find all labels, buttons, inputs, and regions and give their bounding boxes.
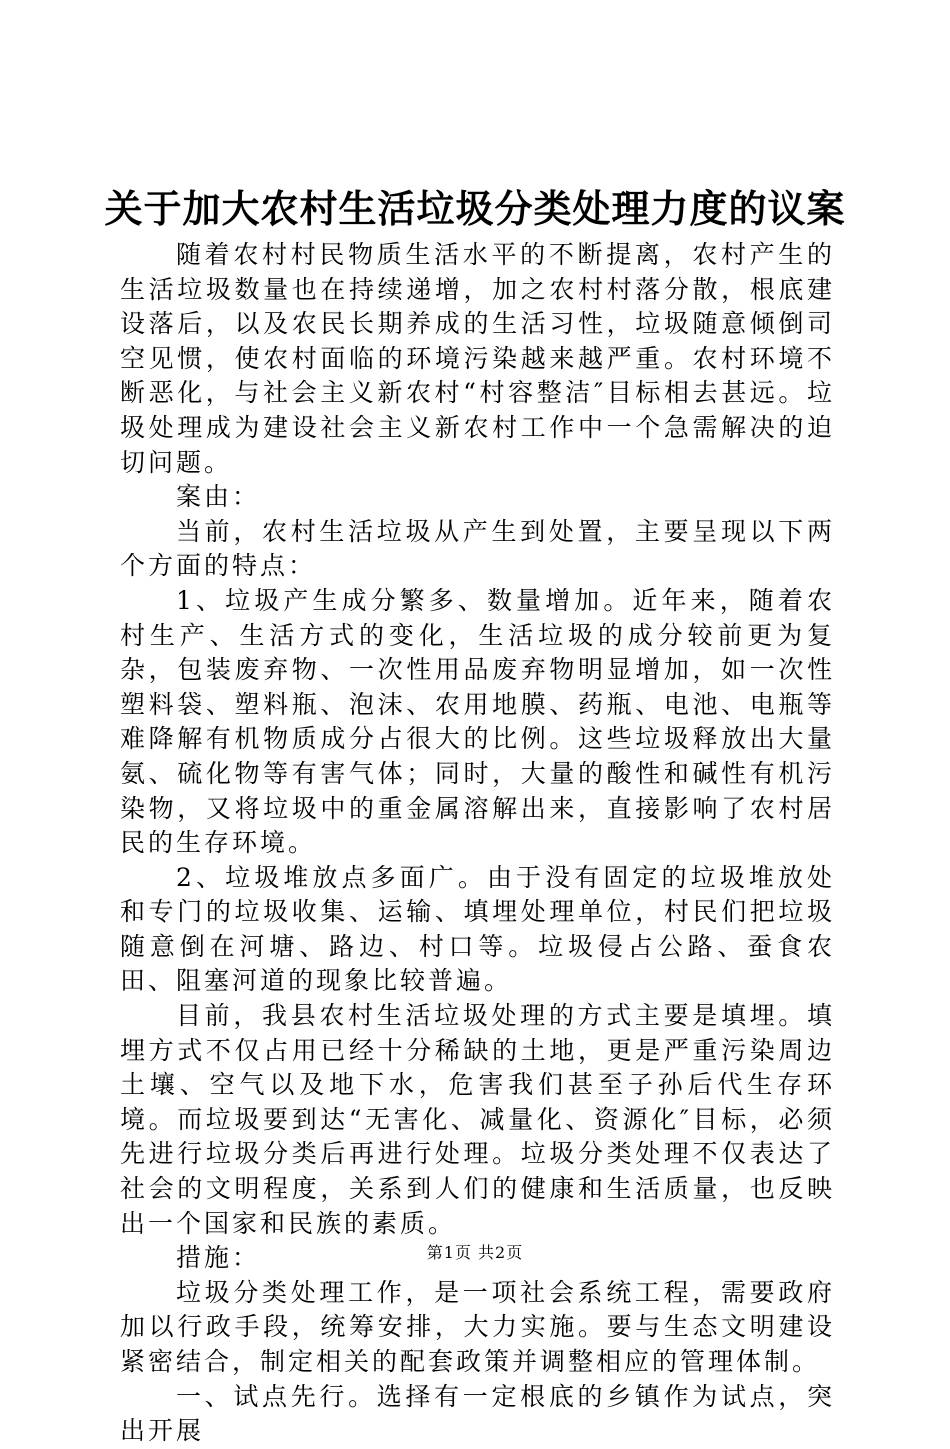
paragraph-point-1: 1、垃圾产生成分繁多、数量增加。近年来，随着农村生产、生活方式的变化，生活垃圾的成分较前更为复杂，包装废弃物、一次性用品废弃物明显增加，如一次性塑料袋、塑料瓶、泡沫、农用地膜、药瓶、电池、电瓶等难降解有机物质成分占很大的比例。这些垃圾释放出大量氨、硫化物等有害气体；同时，大量的酸性和碱性有机污染物，又将垃圾中的重金属溶解出来，直接影响了农村居民的生存环境。	[120, 585, 835, 858]
paragraph-current-status: 当前，农村生活垃圾从产生到处置，主要呈现以下两个方面的特点：	[120, 516, 835, 581]
paragraph-case-heading: 案由：	[176, 482, 261, 512]
document-body	[120, 238, 835, 1449]
document-title: 关于加大农村生活垃圾分类处理力度的议案	[104, 186, 846, 231]
page-footer: 第1页 共2页	[426, 1243, 524, 1262]
paragraph-present-method: 目前，我县农村生活垃圾处理的方式主要是填埋。填埋方式不仅占用已经十分稀缺的土地，更是严重污染周边土壤、空气以及地下水，危害我们甚至子孙后代生存环境。而垃圾要到达“无害化、减量化、资源化″目标，必须先进行垃圾分类后再进行处理。垃圾分类处理不仅表达了社会的文明程度，关系到人们的健康和生活质量，也反映出一个国家和民族的素质。	[120, 1001, 835, 1238]
paragraph-measure-1: 一、试点先行。选择有一定根底的乡镇作为试点，突出开展	[120, 1381, 835, 1446]
paragraph-measures-heading: 措施：	[176, 1243, 261, 1273]
paragraph-point-2: 2、垃圾堆放点多面广。由于没有固定的垃圾堆放处和专门的垃圾收集、运输、填埋处理单位，村民们把垃圾随意倒在河塘、路边、村口等。垃圾侵占公路、蚕食农田、阻塞河道的现象比较普遍。	[120, 862, 835, 996]
paragraph-measures-intro: 垃圾分类处理工作，是一项社会系统工程，需要政府加以行政手段，统筹安排，大力实施。要与生态文明建设紧密结合，制定相关的配套政策并调整相应的管理体制。	[120, 1277, 835, 1376]
paragraph-intro: 随着农村村民物质生活水平的不断提离，农村产生的生活垃圾数量也在持续递增，加之农村村落分散，根底建设落后，以及农民长期养成的生活习性，垃圾随意倾倒司空见惯，使农村面临的环境污染越来越严重。农村环境不断恶化，与社会主义新农村“村容整洁″目标相去甚远。垃圾处理成为建设社会主义新农村工作中一个急需解决的迫切问题。	[120, 240, 835, 477]
